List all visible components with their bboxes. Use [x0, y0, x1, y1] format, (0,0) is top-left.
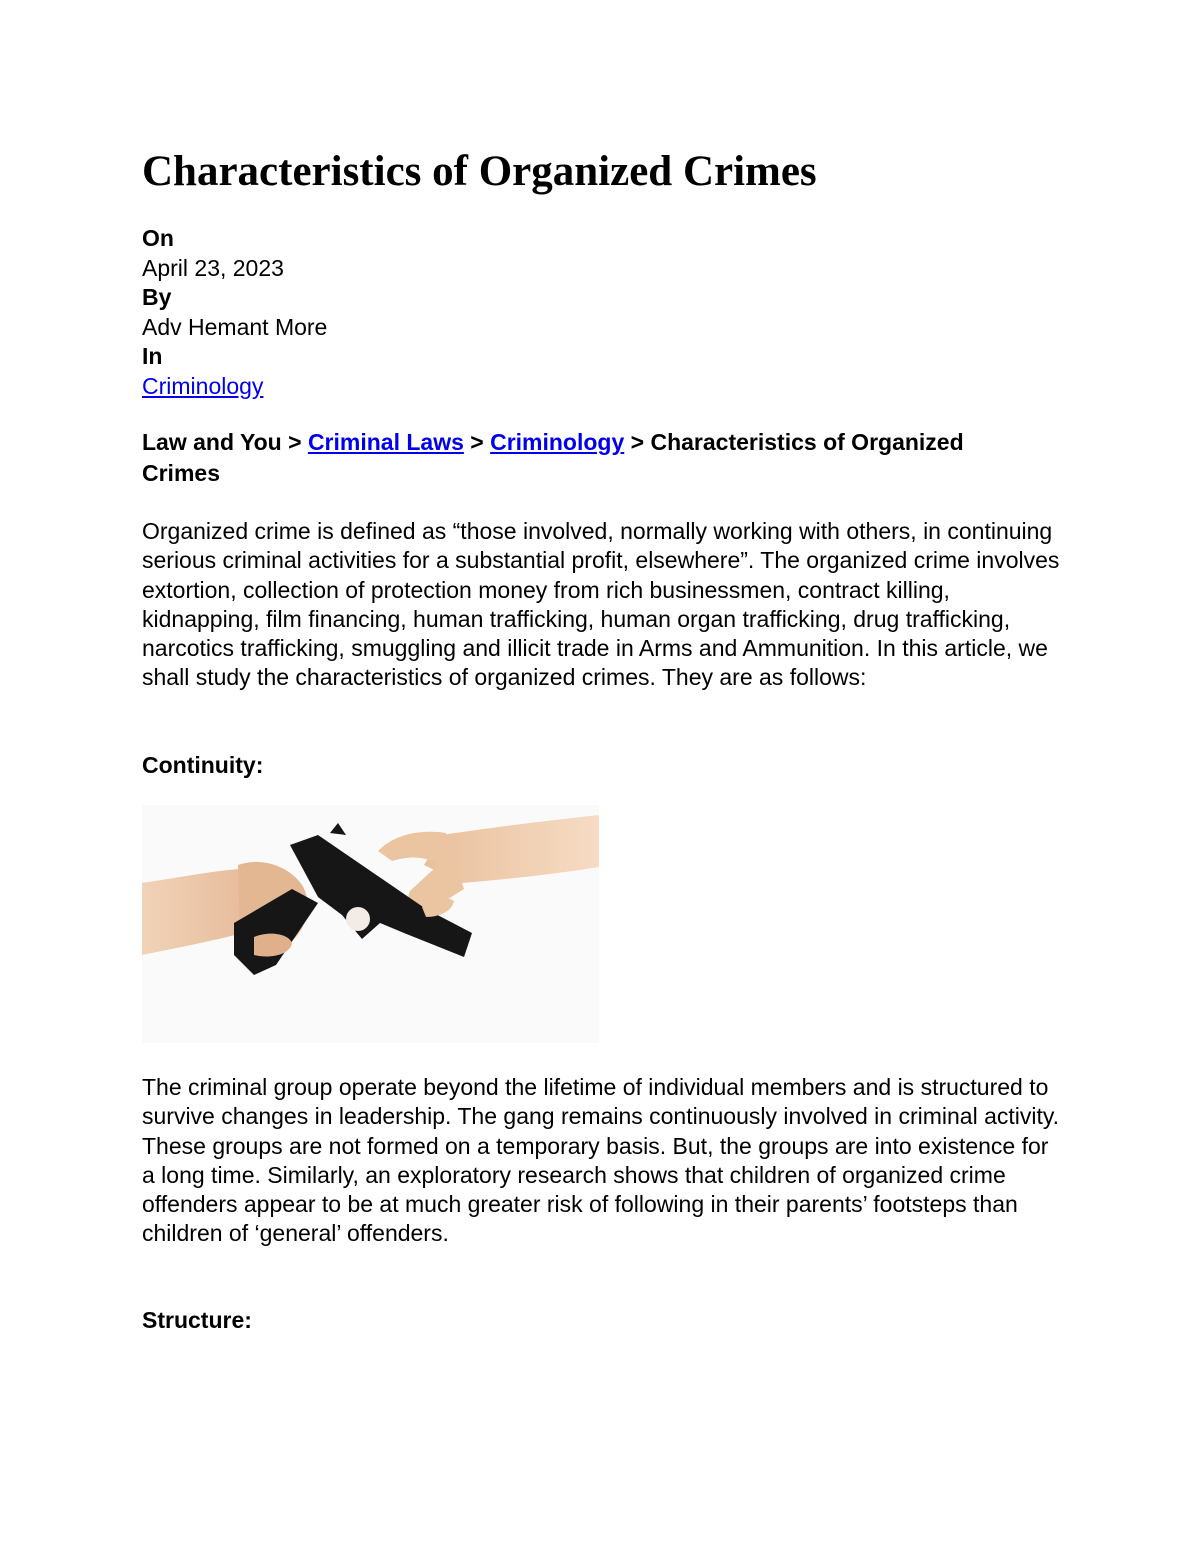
breadcrumb [142, 427, 1022, 489]
meta-in-label: In [142, 343, 163, 369]
breadcrumb-separator: > [470, 429, 484, 455]
gun-handover-illustration [142, 805, 599, 1043]
section-heading-structure: Structure: [142, 1307, 252, 1333]
intro-paragraph: Organized crime is defined as “those involved, normally working with others, in continuing serious criminal activities for a substantial profit, elsewhere”. The organized crime involves extortion, collection of protection money from rich businessmen, contract killing, kidnapping, film financing, human trafficking, human organ trafficking, drug trafficking, narcotics trafficking, smuggling and illicit trade in Arms and Ammunition. In this article, we shall study the characteristics of organized crimes. They are as follows: [142, 518, 1060, 691]
continuity-paragraph: The criminal group operate beyond the lifetime of individual members and is structured to survive changes in leadership. The gang remains continuously involved in criminal activity. These groups are not formed on a temporary basis. But, the groups are into existence for a long time. Similarly, an exploratory research shows that children of organized crime offenders appear to be at much greater risk of following in their parents’ footsteps than children of ‘general’ offenders. [142, 1074, 1060, 1247]
left-fingers [254, 934, 292, 957]
article-title: Characteristics of Organized Crimes [142, 148, 817, 195]
meta-on-label: On [142, 225, 174, 251]
meta-by-label: By [142, 284, 172, 310]
meta-category-link[interactable]: Criminology [142, 372, 264, 399]
breadcrumb-current: Characteristics of Organized Crimes [142, 429, 964, 486]
meta-author: Adv Hemant More [142, 313, 328, 340]
breadcrumb-separator: > [288, 429, 302, 455]
section-heading-continuity: Continuity: [142, 752, 264, 778]
breadcrumb-criminal-laws-link[interactable]: Criminal Laws [307, 429, 464, 455]
breadcrumb-criminology-link[interactable]: Criminology [490, 429, 625, 455]
article-meta [142, 224, 327, 401]
breadcrumb-home[interactable]: Law and You [142, 429, 282, 455]
gun-handover-image [142, 805, 599, 1043]
breadcrumb-separator: > [630, 429, 645, 455]
meta-date: April 23, 2023 [142, 254, 284, 281]
